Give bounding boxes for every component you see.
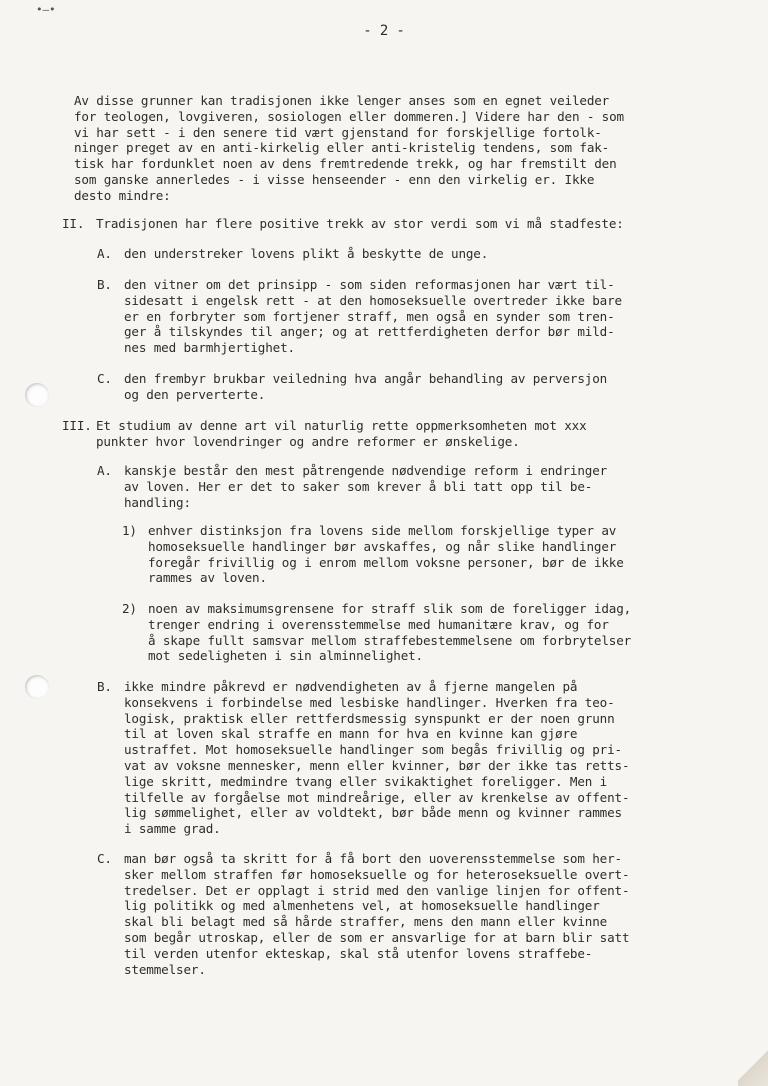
section-ii-c-marker: C.: [97, 371, 112, 386]
section-ii-c-text: [124, 371, 607, 403]
section-ii-a-marker: A.: [97, 246, 112, 261]
text-line: nes med barmhjertighet.: [124, 340, 295, 356]
text-line: vat av voksne mennesker, menn eller kvinner, bør der ikke tas retts-: [124, 757, 630, 773]
section-iii-b-text: [124, 679, 629, 837]
text-line: den frembyr brukbar veiledning hva angår behandling av perversjon: [124, 371, 608, 386]
corner-mark: •—•: [36, 3, 56, 16]
text-line: Tradisjonen har flere positive trekk av stor verdi som vi må stadfeste:: [96, 216, 624, 231]
text-line: tredelser. Det er opplagt i strid med den vanlige linjen for offent-: [124, 882, 630, 898]
text-line: ninger preget av en anti-kirkelig eller anti-kristelig tendens, som fak-: [74, 140, 610, 156]
text-line: i samme grad.: [124, 821, 221, 837]
text-line: å skape fullt samsvar mellom straffebestemmelsene om forbrytelser: [148, 632, 632, 648]
text-line: av loven. Her er det to saker som krever å bli tatt opp til be-: [124, 478, 593, 494]
text-line: ustraffet. Mot homoseksuelle handlinger som begås frivillig og pri-: [124, 742, 622, 758]
text-line: for teologen, lovgiveren, sosiologen eller dommeren.] Videre har den - som: [74, 108, 624, 124]
text-line: sidesatt i engelsk rett - at den homoseksuelle overtreder ikke bare: [124, 292, 622, 308]
text-line: Av disse grunner kan tradisjonen ikke lenger anses som en egnet veileder: [74, 93, 610, 108]
text-line: lig politikk og med almenhetens vel, at homoseksuelle handlinger: [124, 898, 600, 914]
text-line: man bør også ta skritt for å få bort den uoverensstemmelse som her-: [124, 851, 622, 866]
section-ii-b-text: [124, 277, 622, 356]
text-line: er en forbryter som fortjener straff, men også en synder som tren-: [124, 308, 615, 324]
section-iii-a-text: [124, 463, 607, 510]
page-number: - 2 -: [363, 23, 405, 39]
text-line: mot sedeligheten i sin alminnelighet.: [148, 648, 423, 664]
section-iii-b-marker: B.: [97, 679, 112, 694]
text-line: skal bli belagt med så hårde straffer, mens den mann eller kvinne: [124, 914, 608, 930]
text-line: rammes av loven.: [148, 570, 267, 586]
text-line: som begår utroskap, eller de som er ansvarlige for at barn blir satt: [124, 929, 630, 945]
sub-item-1-marker: 1): [122, 523, 137, 538]
text-line: den understreker lovens plikt å beskytte de unge.: [124, 246, 489, 261]
text-line: desto mindre:: [74, 187, 171, 203]
section-iii-c-marker: C.: [97, 851, 112, 866]
section-ii-b-marker: B.: [97, 277, 112, 292]
text-line: handling:: [124, 494, 191, 510]
section-ii-a-text: [124, 246, 488, 262]
sub-item-1-text: [148, 523, 624, 586]
text-line: lig sømmelighet, eller av voldtekt, bør både menn og kvinner rammes: [124, 805, 622, 821]
section-iii-c-text: [124, 851, 629, 977]
section-iii-heading: [96, 418, 587, 450]
text-line: vi har sett - i den senere tid vært gjenstand for forskjellige fortolk-: [74, 124, 602, 140]
punch-hole: [25, 675, 49, 699]
sub-item-2-text: [148, 601, 631, 664]
text-line: homoseksuelle handlinger bør avskaffes, og når slike handlinger: [148, 538, 617, 554]
text-line: ger å tilskyndes til anger; og at rettferdigheten derfor bør mild-: [124, 324, 615, 340]
text-line: noen av maksimumsgrensene for straff slik som de foreligger idag,: [148, 601, 632, 616]
section-ii-marker: II.: [62, 216, 85, 231]
intro-paragraph: [74, 93, 624, 204]
sub-item-2-marker: 2): [122, 601, 137, 616]
section-iii-a-marker: A.: [97, 463, 112, 478]
text-line: stemmelser.: [124, 961, 206, 977]
text-line: tisk har fordunklet noen av dens fremtredende trekk, og har fremstilt den: [74, 156, 617, 172]
text-line: den vitner om det prinsipp - som siden reformasjonen har vært til-: [124, 277, 615, 292]
text-line: ikke mindre påkrevd er nødvendigheten av å fjerne mangelen på: [124, 679, 578, 694]
text-line: tilfelle av forgåelse mot mindreårige, eller av krenkelse av offent-: [124, 789, 630, 805]
text-line: som ganske annerledes - i visse henseender - enn den virkelig er. Ikke: [74, 171, 595, 187]
text-line: til verden utenfor ekteskap, skal stå utenfor lovens straffebe-: [124, 945, 593, 961]
section-ii-heading: [96, 216, 624, 232]
text-line: til at loven skal straffe en mann for hva en kvinne kan gjøre: [124, 726, 578, 742]
text-line: kanskje består den mest påtrengende nødvendige reform i endringer: [124, 463, 608, 478]
text-line: punkter hvor lovendringer og andre reformer er ønskelige.: [96, 433, 520, 449]
punch-hole: [25, 383, 49, 407]
text-line: enhver distinksjon fra lovens side mellom forskjellige typer av: [148, 523, 617, 538]
text-line: Et studium av denne art vil naturlig rette oppmerksomheten mot xxx: [96, 418, 587, 433]
text-line: lige skritt, medmindre tvang eller svikaktighet foreligger. Men i: [124, 773, 608, 789]
text-line: konsekvens i forbindelse med lesbiske handlinger. Hverken fra teo-: [124, 694, 615, 710]
text-line: foregår frivillig og i enrom mellom voksne personer, bør de ikke: [148, 554, 624, 570]
text-line: logisk, praktisk eller rettferdsmessig synspunkt er der noen grunn: [124, 710, 615, 726]
text-line: sker mellom straffen før homoseksuelle og for heteroseksuelle overt-: [124, 866, 630, 882]
section-iii-marker: III.: [62, 418, 92, 433]
text-line: trenger endring i overensstemmelse med humanitære krav, og for: [148, 616, 609, 632]
text-line: og den perverterte.: [124, 386, 266, 402]
